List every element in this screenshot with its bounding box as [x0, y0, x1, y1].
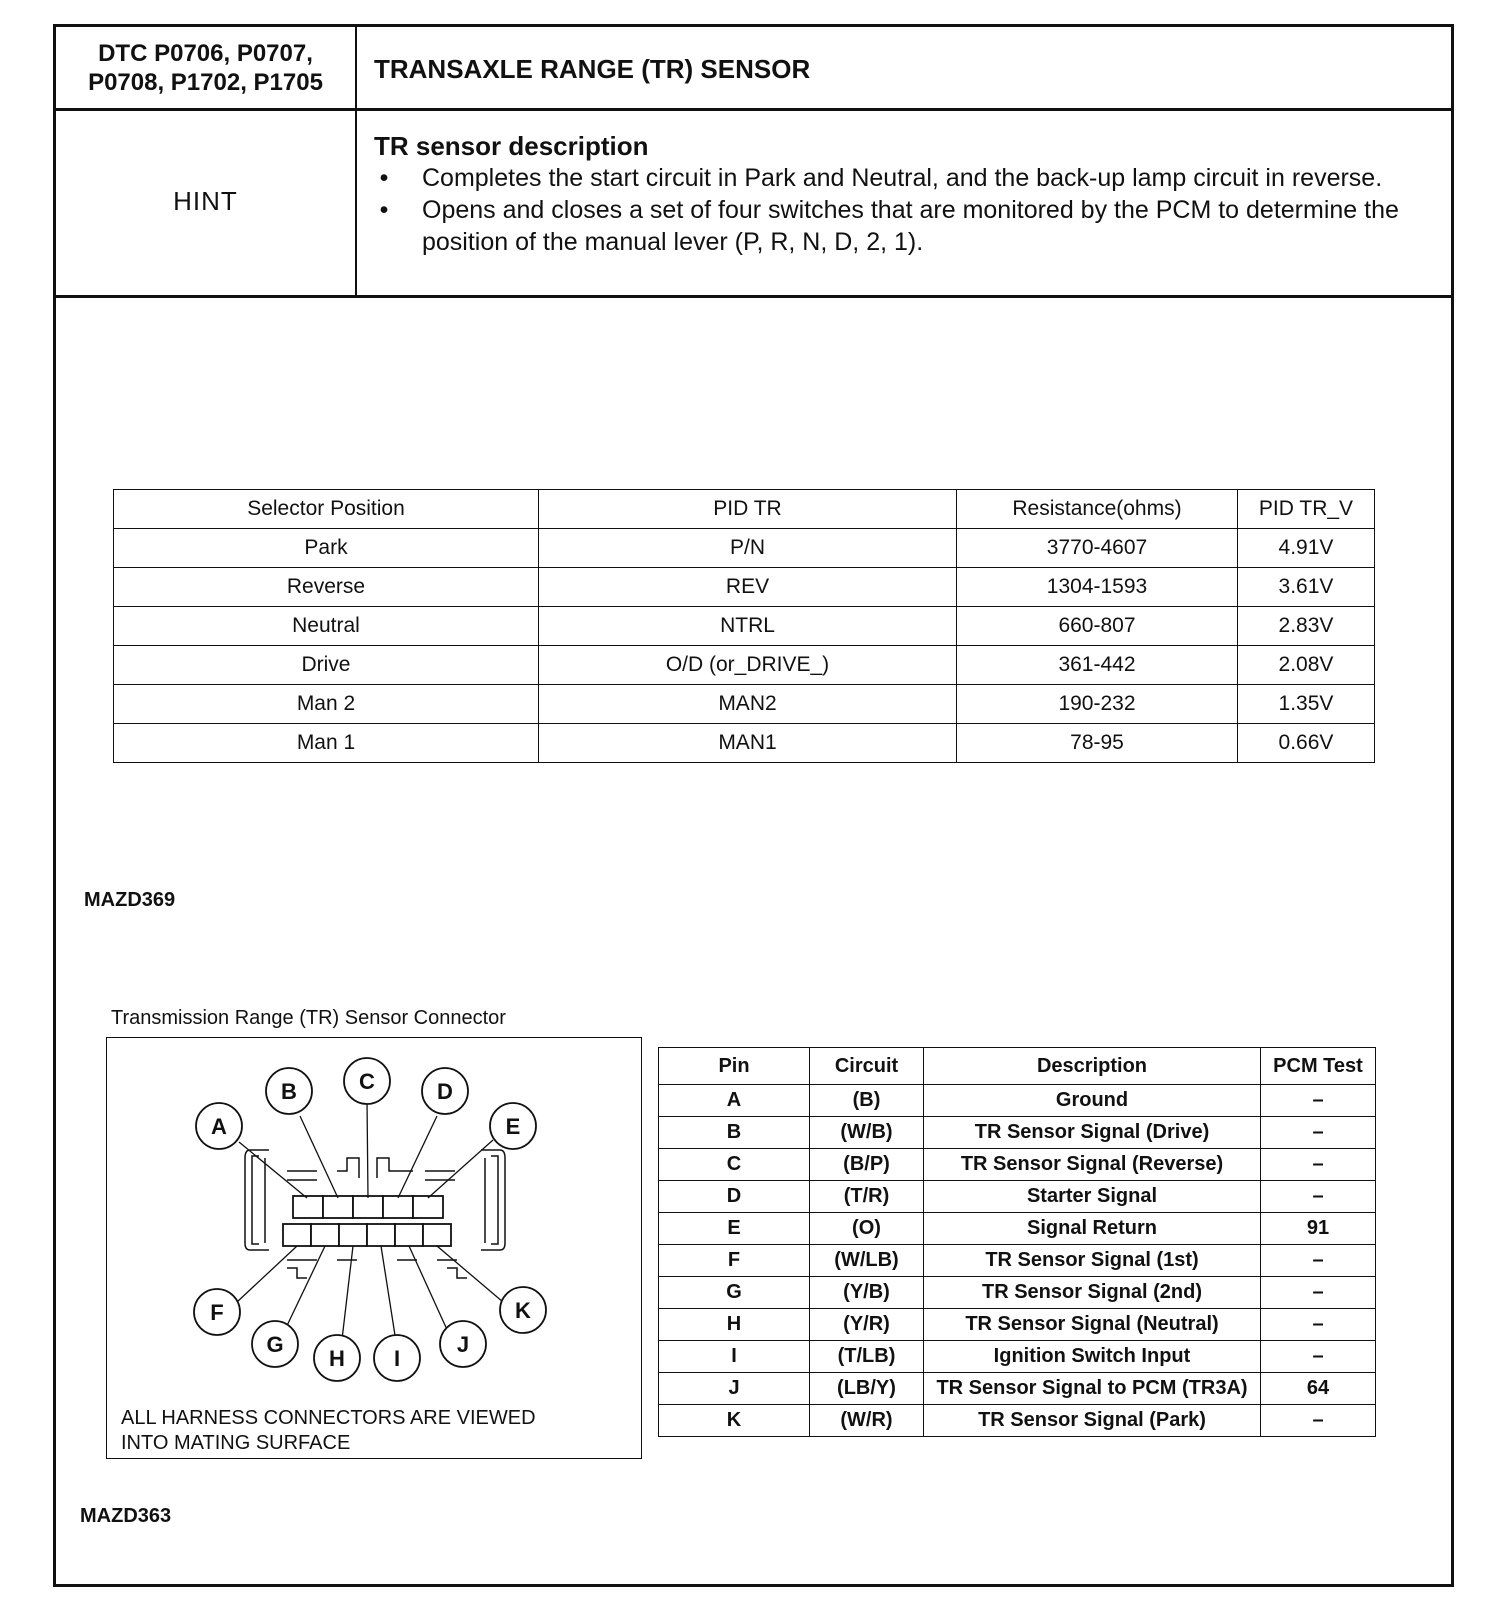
table-cell: B [659, 1117, 810, 1149]
table-cell: 190-232 [957, 685, 1238, 724]
table-row [659, 1341, 1376, 1373]
pin-label-h: H [329, 1346, 345, 1371]
table-row [114, 607, 1375, 646]
table-cell: TR Sensor Signal (Neutral) [924, 1309, 1261, 1341]
pin-label-a: A [211, 1114, 227, 1139]
col-header-pin: Pin [659, 1048, 810, 1085]
selector-position-table [113, 489, 1375, 763]
table-cell: TR Sensor Signal to PCM (TR3A) [924, 1373, 1261, 1405]
hint-label: HINT [173, 186, 238, 216]
table-cell: (LB/Y) [810, 1373, 924, 1405]
table-cell: TR Sensor Signal (Park) [924, 1405, 1261, 1437]
table-row [659, 1405, 1376, 1437]
table-cell: NTRL [539, 607, 957, 646]
table-cell: – [1261, 1277, 1376, 1309]
table-row [114, 685, 1375, 724]
table-cell: I [659, 1341, 810, 1373]
pin-label-b: B [281, 1079, 297, 1104]
table-cell: TR Sensor Signal (Reverse) [924, 1149, 1261, 1181]
dtc-codes-line2: P0708, P1702, P1705 [88, 68, 323, 96]
table-cell: (T/R) [810, 1181, 924, 1213]
description-bullet [374, 162, 1439, 194]
table-cell: (B) [810, 1085, 924, 1117]
table-cell: – [1261, 1085, 1376, 1117]
table-row [114, 646, 1375, 685]
table-cell: J [659, 1373, 810, 1405]
table-row [659, 1245, 1376, 1277]
table-cell: TR Sensor Signal (2nd) [924, 1277, 1261, 1309]
table-cell: P/N [539, 529, 957, 568]
table-cell: (Y/B) [810, 1277, 924, 1309]
connector-svg [107, 1038, 643, 1460]
table-row [659, 1213, 1376, 1245]
table-cell: – [1261, 1309, 1376, 1341]
table-header-row [114, 490, 1375, 529]
dtc-codes-line1: DTC P0706, P0707, [98, 39, 313, 67]
table-cell: (W/B) [810, 1117, 924, 1149]
table-cell: 0.66V [1238, 724, 1375, 763]
table-cell: 361-442 [957, 646, 1238, 685]
table-row [659, 1309, 1376, 1341]
table-cell: C [659, 1149, 810, 1181]
connector-note-line2: INTO MATING SURFACE [121, 1432, 351, 1454]
page-frame [53, 24, 1454, 1587]
table-row [659, 1117, 1376, 1149]
connector-note-line1: ALL HARNESS CONNECTORS ARE VIEWED [121, 1407, 536, 1429]
pin-label-c: C [359, 1069, 375, 1094]
table-cell: – [1261, 1117, 1376, 1149]
table-cell: D [659, 1181, 810, 1213]
table-cell: F [659, 1245, 810, 1277]
bullet-text: Opens and closes a set of four switches that are monitored by the PCM to determine the position of the manual lever (P, R, N, D, 2, 1). [422, 196, 1399, 256]
table-cell: 78-95 [957, 724, 1238, 763]
col-header-pid-tr: PID TR [539, 490, 957, 529]
table-cell: Man 2 [114, 685, 539, 724]
table-cell: 91 [1261, 1213, 1376, 1245]
bullet-text: Completes the start circuit in Park and Neutral, and the back-up lamp circuit in reverse. [422, 164, 1383, 192]
table-cell: 660-807 [957, 607, 1238, 646]
col-header-pcm-test: PCM Test [1261, 1048, 1376, 1085]
table-row [659, 1085, 1376, 1117]
bullet-dot: • [379, 196, 389, 224]
table-header-row [659, 1048, 1376, 1085]
figure-code-1: MAZD369 [84, 889, 176, 911]
table-cell: Man 1 [114, 724, 539, 763]
table-cell: H [659, 1309, 810, 1341]
col-header-resistance: Resistance(ohms) [957, 490, 1238, 529]
table-cell: Ground [924, 1085, 1261, 1117]
table-cell: (O) [810, 1213, 924, 1245]
table-cell: (W/R) [810, 1405, 924, 1437]
col-header-description: Description [924, 1048, 1261, 1085]
hint-row [56, 108, 1451, 298]
table-cell: E [659, 1213, 810, 1245]
figure-code-2: MAZD363 [80, 1505, 172, 1527]
pin-label-j: J [456, 1332, 470, 1357]
table-cell: (B/P) [810, 1149, 924, 1181]
table-cell: 3770-4607 [957, 529, 1238, 568]
table-cell: O/D (or_DRIVE_) [539, 646, 957, 685]
table-row [659, 1373, 1376, 1405]
table-cell: REV [539, 568, 957, 607]
dtc-cell [56, 27, 357, 108]
table-row [659, 1277, 1376, 1309]
table-cell: MAN1 [539, 724, 957, 763]
table-cell: (Y/R) [810, 1309, 924, 1341]
pin-circuit-table [658, 1047, 1376, 1437]
connector-diagram [106, 1037, 642, 1459]
table-cell: – [1261, 1181, 1376, 1213]
table-cell: – [1261, 1405, 1376, 1437]
pin-label-e: E [505, 1114, 521, 1139]
page-title: TRANSAXLE RANGE (TR) SENSOR [374, 53, 811, 84]
table-cell: 2.83V [1238, 607, 1375, 646]
pin-label-i: I [393, 1346, 401, 1371]
dtc-codes [88, 39, 323, 97]
table-cell: 1304-1593 [957, 568, 1238, 607]
table-cell: 3.61V [1238, 568, 1375, 607]
description-title: TR sensor description [374, 131, 649, 161]
table-cell: – [1261, 1245, 1376, 1277]
pin-label-k: K [515, 1298, 531, 1323]
table-cell: TR Sensor Signal (1st) [924, 1245, 1261, 1277]
table-row [114, 724, 1375, 763]
table-cell: A [659, 1085, 810, 1117]
table-cell: Starter Signal [924, 1181, 1261, 1213]
table-cell: – [1261, 1149, 1376, 1181]
table-cell: 1.35V [1238, 685, 1375, 724]
table-cell: 4.91V [1238, 529, 1375, 568]
table-cell: TR Sensor Signal (Drive) [924, 1117, 1261, 1149]
table-cell: 2.08V [1238, 646, 1375, 685]
table-cell: Reverse [114, 568, 539, 607]
table-cell: – [1261, 1341, 1376, 1373]
table-cell: (W/LB) [810, 1245, 924, 1277]
col-header-selector-position: Selector Position [114, 490, 539, 529]
description-bullet [374, 194, 1439, 258]
table-cell: Park [114, 529, 539, 568]
table-cell: Ignition Switch Input [924, 1341, 1261, 1373]
col-header-circuit: Circuit [810, 1048, 924, 1085]
table-row [114, 529, 1375, 568]
col-header-pid-tr-v: PID TR_V [1238, 490, 1375, 529]
pin-label-g: G [266, 1332, 284, 1357]
table-row [659, 1181, 1376, 1213]
hint-cell [56, 108, 357, 295]
table-cell: K [659, 1405, 810, 1437]
sensor-description [374, 130, 1439, 258]
table-cell: MAN2 [539, 685, 957, 724]
table-cell: 64 [1261, 1373, 1376, 1405]
table-cell: Drive [114, 646, 539, 685]
bullet-dot: • [379, 164, 389, 192]
header-row [56, 27, 1451, 111]
table-cell: Neutral [114, 607, 539, 646]
table-cell: (T/LB) [810, 1341, 924, 1373]
pin-label-d: D [437, 1079, 453, 1104]
connector-title: Transmission Range (TR) Sensor Connector [111, 1007, 506, 1029]
table-cell: G [659, 1277, 810, 1309]
table-row [659, 1149, 1376, 1181]
table-row [114, 568, 1375, 607]
pin-label-f: F [210, 1300, 224, 1325]
table-cell: Signal Return [924, 1213, 1261, 1245]
connector-note [121, 1406, 536, 1456]
